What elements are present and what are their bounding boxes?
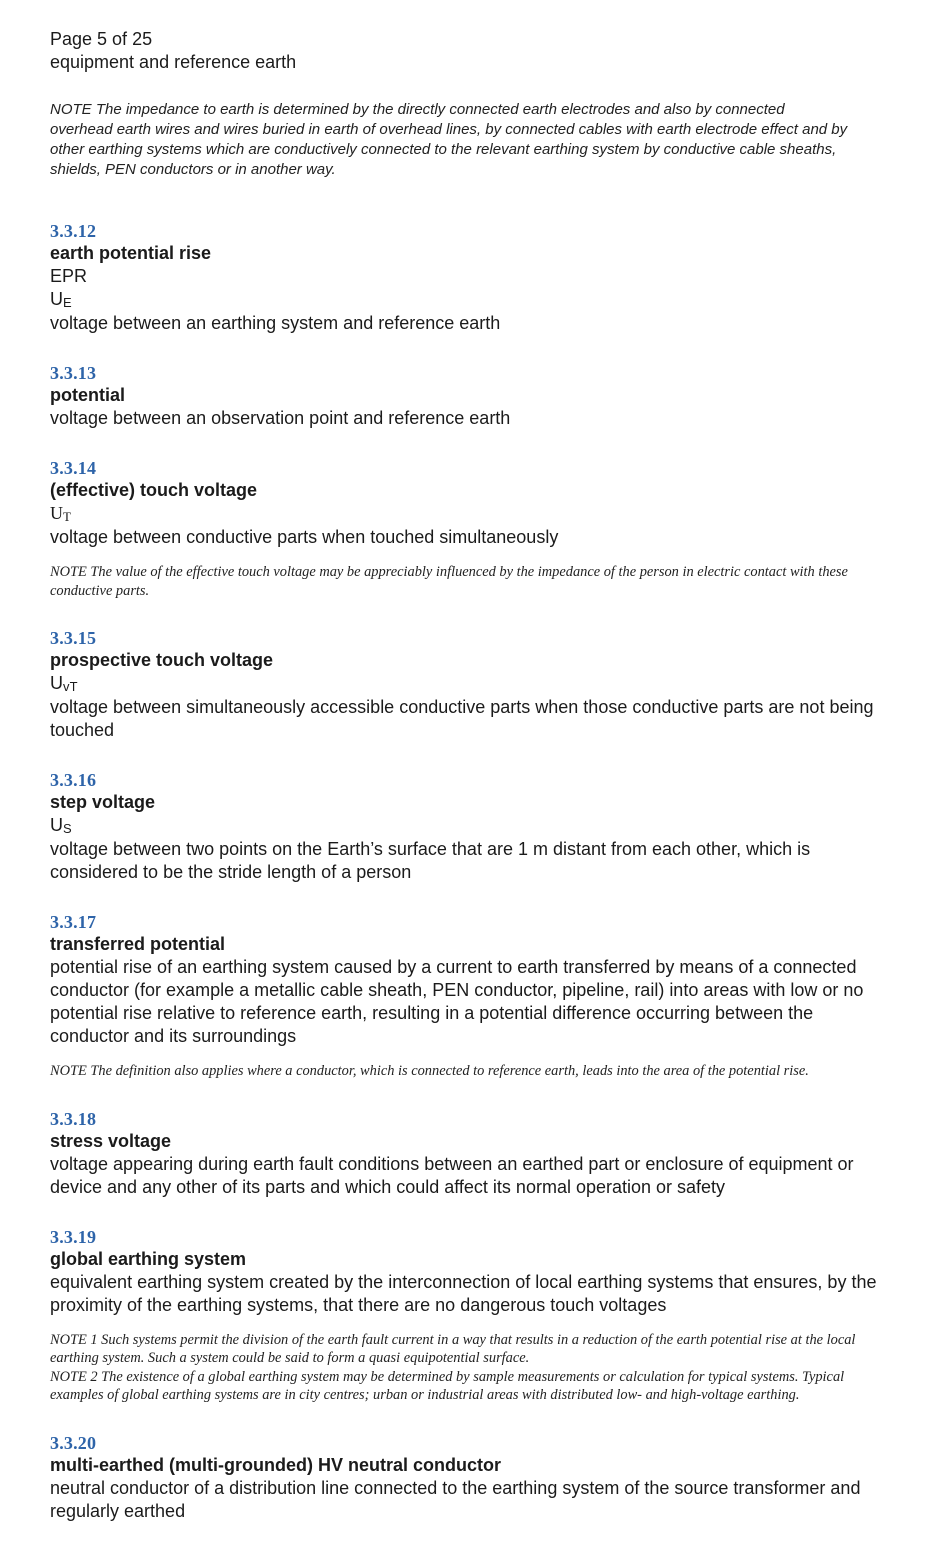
note-paragraph: NOTE 2 The existence of a global earthing system may be determined by sample measurements or calculation for typical systems. Typical examples of global earthing systems are in city centres; urban or industrial areas with distributed low- and high-voltage earthing. [50,1368,845,1403]
term-title: prospective touch voltage [50,650,274,670]
definition-section [50,627,880,742]
term-title: multi-earthed (multi-grounded) HV neutral conductor [50,1454,501,1475]
quantity-symbol: $U_{vT}$ [50,673,78,695]
term-title: potential [50,385,125,405]
definition-text: voltage between simultaneously accessible conductive parts when those conductive parts are not being touched [50,697,874,740]
definition-section [50,1226,880,1405]
top-note-paragraph: NOTE The impedance to earth is determined by the directly connected earth electrodes and also by connected overhead earth wires and wires buried in earth of overhead lines, by connected cables with earth electrode effect and by other earthing systems which are conductively connected to the relevant earthing system by conductive cable sheaths, shields, PEN conductors or in another way. [50,101,848,178]
definition-text: voltage between conductive parts when touched simultaneously [50,527,559,547]
term-title: transferred potential [50,934,226,954]
section-number: 3.3.18 [50,1108,97,1129]
definition-section [50,769,880,884]
section-number: 3.3.12 [50,221,97,241]
note-paragraph: NOTE The value of the effective touch voltage may be appreciably influenced by the impedance of the person in electric contact with these conductive parts. [50,564,848,599]
definition-section [50,1108,880,1199]
section-number: 3.3.15 [50,628,97,648]
section-number: 3.3.13 [50,363,97,383]
definition-text: voltage between two points on the Earth’s surface that are 1 m distant from each other, which is considered to be the stride length of a person [50,839,811,882]
definition-section [50,220,880,335]
section-notes [50,563,880,600]
definitions-list [50,220,880,1523]
symbol-lines [50,502,880,526]
quantity-symbol: $U_S$ [50,815,72,837]
definition-section [50,1432,880,1523]
section-number: 3.3.17 [50,912,97,932]
section-number: 3.3.20 [50,1432,97,1453]
note-paragraph: NOTE The definition also applies where a conductor, which is connected to reference earth, leads into the area of the potential rise. [50,1063,809,1079]
term-title: stress voltage [50,1130,172,1151]
quantity-symbol: $U_E$ [50,289,72,311]
definition-text: equivalent earthing system created by the interconnection of local earthing systems that ensures, by the proximity of the earthing systems, that there are no dangerous touch voltages [50,1271,877,1315]
term-title: (effective) touch voltage [50,480,258,500]
section-number: 3.3.19 [50,1226,97,1247]
definition-text: voltage between an earthing system and reference earth [50,313,501,333]
definition-text: voltage appearing during earth fault conditions between an earthed part or enclosure of equipment or device and any other of its parts and which could affect its normal operation or safety [50,1153,854,1197]
section-number: 3.3.16 [50,770,97,790]
note-paragraph: NOTE 1 Such systems permit the division of the earth fault current in a way that results in a reduction of the earth potential rise at the local earthing system. Such a system could be said to form a quasi equipotential surface. [50,1331,856,1366]
symbol-lines [50,265,880,312]
page-number-label: Page 5 of 25 [50,29,153,49]
quantity-symbol: EPR [50,266,88,286]
section-number: 3.3.14 [50,458,97,478]
definition-section [50,457,880,600]
term-title: earth potential rise [50,243,212,263]
definition-section [50,911,880,1081]
term-title: step voltage [50,792,156,812]
definition-text: voltage between an observation point and reference earth [50,408,511,428]
section-notes [50,1331,880,1405]
quantity-symbol: $U_T$ [50,503,72,525]
symbol-lines [50,814,880,838]
definition-text: neutral conductor of a distribution line connected to the earthing system of the source transformer and regularly earthed [50,1477,861,1521]
term-title: global earthing system [50,1248,247,1269]
definition-text: potential rise of an earthing system caused by a current to earth transferred by means of a connected conductor (for example a metallic cable sheath, PEN conductor, pipeline, rail) into areas with low or no potential rise relative to reference earth, resulting in a potential difference occurring between the conductor and its surroundings [50,957,864,1046]
section-notes [50,1062,880,1081]
symbol-lines [50,672,880,696]
page-header-continuation-text: equipment and reference earth [50,52,297,72]
definition-section [50,362,880,430]
